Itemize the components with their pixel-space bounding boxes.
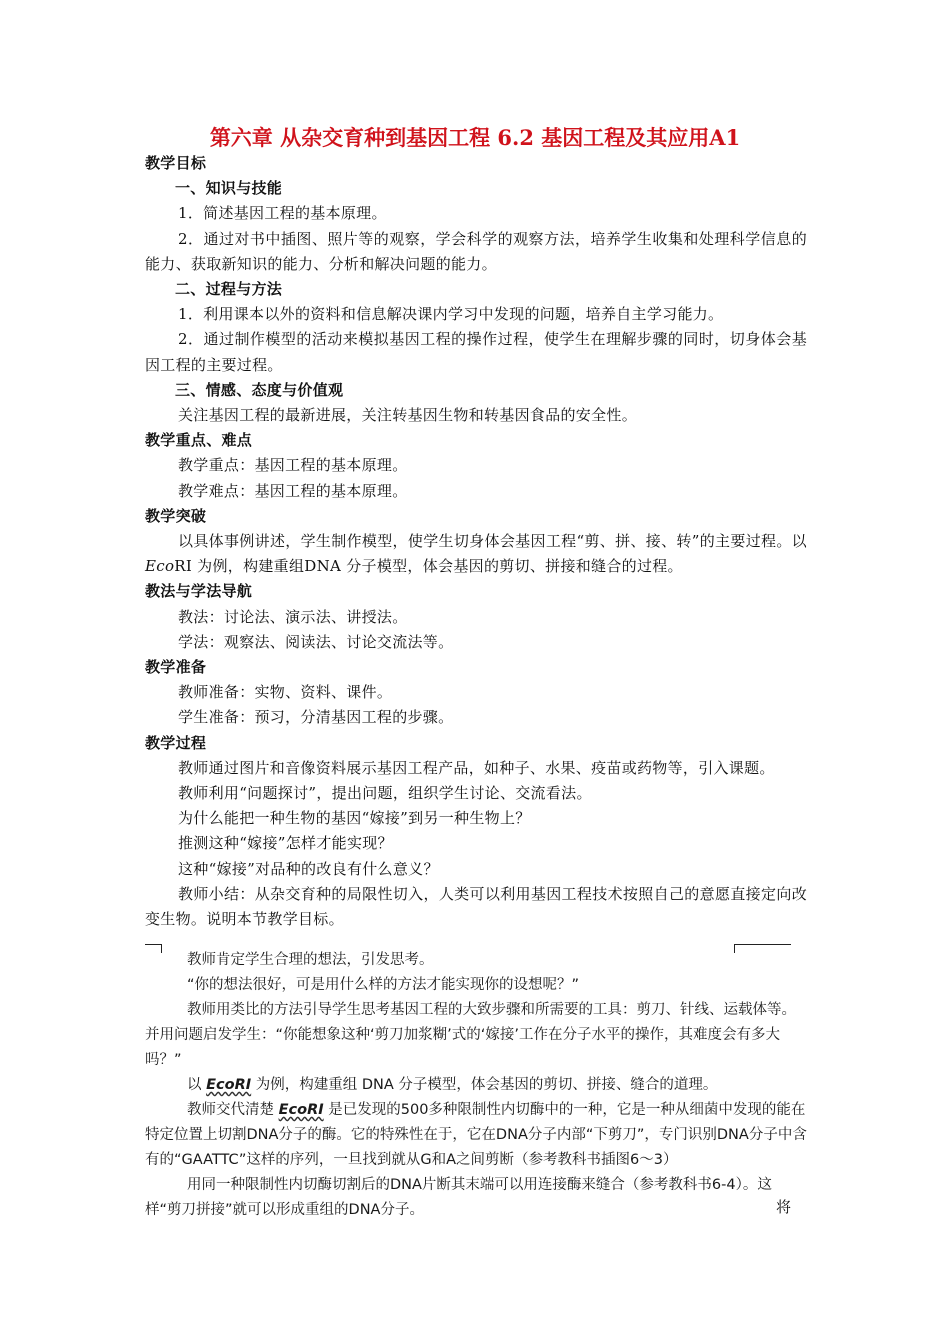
text-run: 为例，构建重组 DNA 分子模型，体会基因的剪切、拼接、缝合的道理。	[251, 1077, 718, 1093]
paragraph: 教学难点：基因工程的基本原理。	[178, 481, 408, 500]
scan-paragraph	[145, 1098, 807, 1173]
scan-paragraph: 教师肯定学生合理的想法，引发思考。	[187, 952, 434, 968]
enzyme-name-italic: Eco	[145, 557, 175, 576]
scan-paragraph: “你的想法很好，可是用什么样的方法才能实现你的设想呢？”	[187, 977, 580, 993]
paragraph: 教师小结：从杂交育种的局限性切入，人类可以利用基因工程技术按照自己的意愿直接定向改变生物。说明本节教学目标。	[145, 884, 807, 929]
text-run: RI 为例，构建重组DNA 分子模型，体会基因的剪切、拼接和缝合的过程。	[174, 557, 683, 576]
trailing-character: 将	[776, 1198, 792, 1216]
paragraph: 2．通过对书中插图、照片等的观察，学会科学的观察方法，培养学生收集和处理科学信息的能力、获取新知识的能力、分析和解决问题的能力。	[145, 229, 807, 273]
subheading-process: 二、过程与方法	[175, 280, 283, 299]
paragraph: 推测这种“嫁接”怎样才能实现？	[178, 834, 393, 853]
paragraph: 教法：讨论法、演示法、讲授法。	[178, 607, 408, 626]
section-heading-breakthrough: 教学突破	[145, 506, 207, 525]
subheading-knowledge: 一、知识与技能	[175, 179, 283, 198]
document-title: 第六章 从杂交育种到基因工程 6.2 基因工程及其应用A1	[209, 125, 741, 150]
scan-paragraph: 用同一种限制性内切酶切割后的DNA片断其末端可以用连接酶来缝合（参考教科书6-4）。这样“剪刀拼接”就可以形成重组的DNA分子。	[145, 1177, 772, 1218]
text-run: 以	[187, 1077, 207, 1093]
paragraph: 1．简述基因工程的基本原理。	[178, 204, 387, 223]
section-heading-preparation: 教学准备	[145, 658, 207, 677]
paragraph: 学生准备：预习，分清基因工程的步骤。	[178, 708, 454, 727]
enzyme-name-underlined: EcoRI	[206, 1077, 252, 1093]
paragraph: 2．通过制作模型的活动来模拟基因工程的操作过程，使学生在理解步骤的同时，切身体会基因工程的主要过程。	[145, 330, 807, 374]
paragraph: 教师利用“问题探讨”，提出问题，组织学生讨论、交流看法。	[178, 784, 592, 803]
text-run: 教师交代清楚	[187, 1102, 279, 1118]
paragraph: 学法：观察法、阅读法、讨论交流法等。	[178, 632, 454, 651]
section-heading-key-points: 教学重点、难点	[145, 431, 253, 450]
paragraph: 关注基因工程的最新进展，关注转基因生物和转基因食品的安全性。	[178, 406, 638, 425]
scan-paragraph	[145, 1073, 807, 1098]
text-run: 以具体事例讲述，学生制作模型，使学生切身体会基因工程“剪、拼、接、转”的主要过程。以	[178, 532, 807, 551]
scan-paragraph: 教师用类比的方法引导学生思考基因工程的大致步骤和所需要的工具：剪刀、针线、运载体等。并用问题启发学生：“你能想象这种‘剪刀加浆糊’式的‘嫁接’工作在分子水平的操作，其难度会有多大吗？”	[145, 1002, 796, 1068]
paragraph-breakthrough	[145, 529, 807, 579]
paragraph: 为什么能把一种生物的基因“嫁接”到另一种生物上？	[178, 809, 531, 828]
section-heading-methods: 教法与学法导航	[145, 582, 253, 601]
paragraph: 这种“嫁接”对品种的改良有什么意义？	[178, 859, 439, 878]
paragraph: 教学重点：基因工程的基本原理。	[178, 456, 408, 475]
paragraph: 教师通过图片和音像资料展示基因工程产品，如种子、水果、疫苗或药物等，引入课题。	[178, 758, 775, 777]
subheading-emotion: 三、情感、态度与价值观	[175, 380, 344, 399]
enzyme-name-underlined: EcoRI	[278, 1102, 324, 1118]
section-heading-teaching-process: 教学过程	[145, 733, 207, 752]
paragraph: 教师准备：实物、资料、课件。	[178, 683, 393, 702]
paragraph: 1．利用课本以外的资料和信息解决课内学习中发现的问题，培养自主学习能力。	[178, 305, 724, 324]
scanned-text-block	[145, 948, 807, 1228]
section-heading-goals: 教学目标	[145, 154, 207, 172]
document-body	[145, 151, 807, 932]
text-run: 是已发现的500多种限制性内切酶中的一种，它是一种从细菌中发现的能在特定位置上切割DNA分子的酶。它的特殊性在于，它在DNA分子内部“下剪刀”，专门识别DNA分子中含有的“GAATTC”这样的序列，一旦找到就从G和A之间剪断（参考教科书插图6～3）	[145, 1102, 807, 1168]
